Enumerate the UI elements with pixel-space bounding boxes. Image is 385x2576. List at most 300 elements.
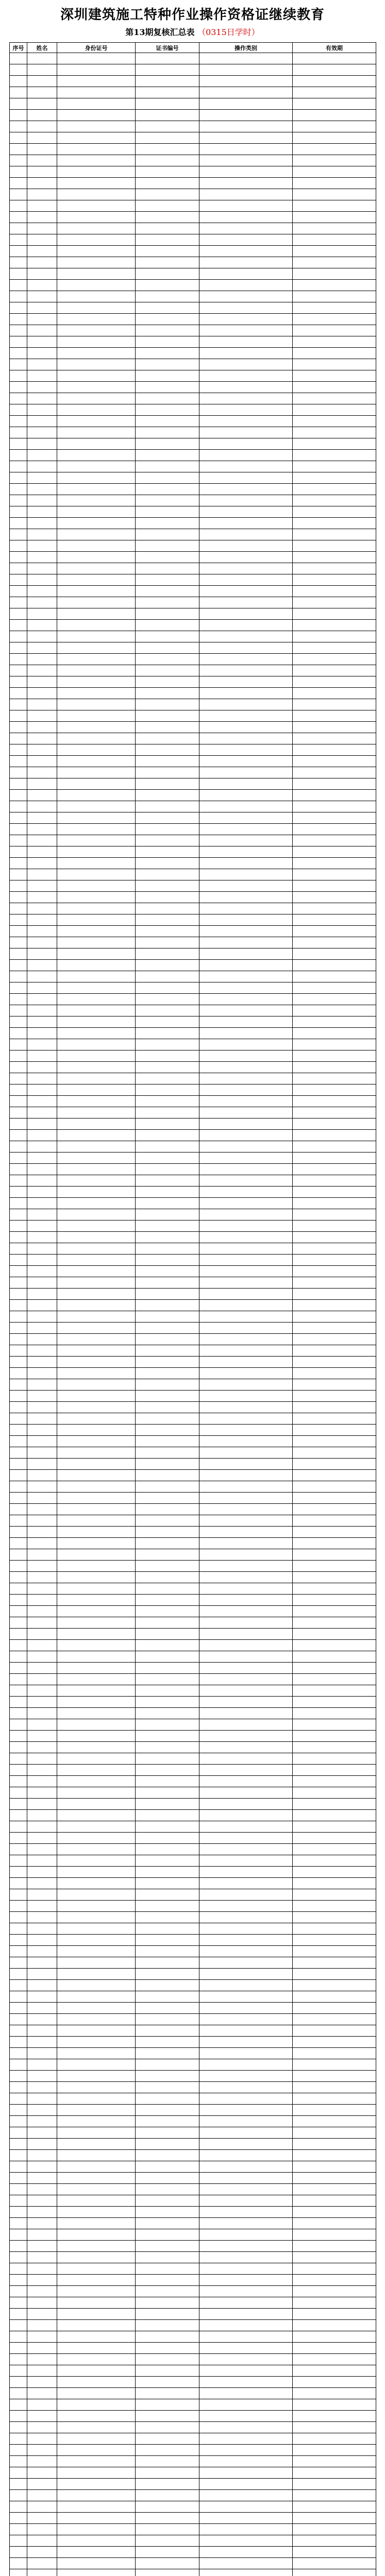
table-cell <box>293 87 376 98</box>
table-cell <box>136 2184 199 2195</box>
table-cell <box>27 2048 57 2059</box>
table-cell <box>27 1651 57 1663</box>
table-cell <box>136 314 199 325</box>
table-cell <box>57 2569 136 2576</box>
table-cell <box>27 2161 57 2173</box>
table-cell <box>27 234 57 246</box>
table-cell <box>27 1028 57 1039</box>
table-cell <box>199 1255 293 1266</box>
table-cell <box>10 1379 27 1391</box>
table-cell <box>199 76 293 87</box>
table-cell <box>10 1107 27 1118</box>
table-row <box>10 1413 376 1425</box>
table-cell <box>57 1096 136 1107</box>
table-cell <box>27 484 57 495</box>
document-title: 深圳建筑施工特种作业操作资格证继续教育 <box>60 7 325 23</box>
table-row <box>10 2524 376 2535</box>
table-row <box>10 2127 376 2139</box>
table-cell <box>27 1459 57 1470</box>
table-cell <box>136 574 199 586</box>
table-cell <box>136 1606 199 1617</box>
table-row <box>10 1889 376 1901</box>
table-cell <box>27 926 57 937</box>
table-cell <box>199 506 293 518</box>
table-row <box>10 87 376 98</box>
table-cell <box>136 1447 199 1459</box>
table-cell <box>27 608 57 620</box>
table-row <box>10 1731 376 1742</box>
table-cell <box>27 778 57 790</box>
table-cell <box>293 2354 376 2365</box>
table-cell <box>293 858 376 869</box>
table-cell <box>27 1821 57 1833</box>
table-cell <box>27 1527 57 1538</box>
table-cell <box>199 574 293 586</box>
table-cell <box>10 2139 27 2150</box>
table-cell <box>27 1855 57 1867</box>
table-cell <box>293 2433 376 2445</box>
table-cell <box>10 2501 27 2513</box>
table-cell <box>136 1923 199 1935</box>
table-row <box>10 518 376 529</box>
table-cell <box>10 404 27 416</box>
table-cell <box>136 1946 199 1957</box>
table-row <box>10 1583 376 1595</box>
table-row <box>10 926 376 937</box>
table-row <box>10 416 376 427</box>
table-cell <box>136 110 199 121</box>
table-cell <box>27 1799 57 1810</box>
table-cell <box>10 2433 27 2445</box>
table-cell <box>10 2411 27 2422</box>
table-cell <box>57 212 136 223</box>
table-cell <box>293 1719 376 1731</box>
table-cell <box>27 1153 57 1164</box>
table-cell <box>136 2558 199 2569</box>
table-cell <box>293 268 376 280</box>
table-cell <box>27 257 57 268</box>
table-row <box>10 1016 376 1028</box>
table-cell <box>136 1311 199 1323</box>
table-cell <box>199 2127 293 2139</box>
table-cell <box>10 110 27 121</box>
table-cell <box>293 790 376 801</box>
table-cell <box>293 1833 376 1844</box>
table-cell <box>199 1685 293 1697</box>
table-cell <box>10 1889 27 1901</box>
table-cell <box>136 53 199 64</box>
table-cell <box>10 778 27 790</box>
table-cell <box>27 1708 57 1719</box>
table-cell <box>293 1504 376 1515</box>
table-cell <box>10 1221 27 1232</box>
table-cell <box>10 1493 27 1504</box>
table-cell <box>27 960 57 971</box>
table-row <box>10 1753 376 1765</box>
table-cell <box>199 1640 293 1651</box>
table-cell <box>199 2218 293 2229</box>
table-cell <box>10 654 27 665</box>
table-cell <box>57 824 136 835</box>
table-row <box>10 982 376 994</box>
table-cell <box>27 2071 57 2082</box>
table-cell <box>27 1742 57 1753</box>
table-cell <box>136 948 199 960</box>
table-cell <box>10 1073 27 1084</box>
table-cell <box>293 1039 376 1050</box>
table-cell <box>136 846 199 858</box>
table-cell <box>57 2059 136 2071</box>
table-cell <box>10 1765 27 1776</box>
table-cell <box>136 189 199 200</box>
table-cell <box>136 1651 199 1663</box>
table-cell <box>27 461 57 472</box>
table-cell <box>27 597 57 608</box>
table-cell <box>57 76 136 87</box>
table-cell <box>57 1118 136 1130</box>
table-cell <box>199 200 293 212</box>
table-cell <box>57 869 136 880</box>
table-cell <box>27 1266 57 1277</box>
table-cell <box>293 2399 376 2411</box>
table-cell <box>57 1141 136 1153</box>
table-cell <box>293 1107 376 1118</box>
table-cell <box>10 2569 27 2576</box>
table-cell <box>10 87 27 98</box>
table-cell <box>136 778 199 790</box>
table-cell <box>57 778 136 790</box>
table-cell <box>136 1663 199 1674</box>
table-cell <box>27 540 57 552</box>
table-cell <box>199 132 293 144</box>
table-row <box>10 1651 376 1663</box>
table-cell <box>57 1663 136 1674</box>
table-cell <box>199 314 293 325</box>
table-cell <box>199 1844 293 1855</box>
table-cell <box>27 2184 57 2195</box>
table-row <box>10 858 376 869</box>
table-row <box>10 903 376 914</box>
table-row <box>10 2490 376 2501</box>
table-cell <box>57 2343 136 2354</box>
table-cell <box>136 2354 199 2365</box>
table-cell <box>293 336 376 348</box>
table-cell <box>10 302 27 314</box>
table-cell <box>27 336 57 348</box>
table-cell <box>293 1232 376 1243</box>
table-cell <box>293 914 376 926</box>
table-cell <box>136 404 199 416</box>
table-cell <box>57 1935 136 1946</box>
table-cell <box>293 1651 376 1663</box>
table-cell <box>293 1402 376 1413</box>
table-cell <box>199 438 293 450</box>
table-cell <box>293 937 376 948</box>
table-cell <box>293 2127 376 2139</box>
table-cell <box>136 1459 199 1470</box>
table-cell <box>199 1595 293 1606</box>
table-cell <box>10 2354 27 2365</box>
table-cell <box>199 1039 293 1050</box>
table-row <box>10 1028 376 1039</box>
table-cell <box>27 144 57 155</box>
table-cell <box>199 1878 293 1889</box>
table-row <box>10 1561 376 1572</box>
table-cell <box>57 2048 136 2059</box>
table-cell <box>57 1368 136 1379</box>
table-cell <box>199 801 293 812</box>
table-cell <box>10 2093 27 2105</box>
table-cell <box>27 2456 57 2467</box>
table-cell <box>293 2524 376 2535</box>
table-cell <box>293 1357 376 1368</box>
table-cell <box>27 2524 57 2535</box>
table-row <box>10 1345 376 1357</box>
table-cell <box>293 2513 376 2524</box>
table-row <box>10 790 376 801</box>
table-cell <box>136 1255 199 1266</box>
table-cell <box>199 2320 293 2331</box>
table-cell <box>27 1300 57 1311</box>
table-cell <box>27 2422 57 2433</box>
table-cell <box>199 2275 293 2286</box>
table-cell <box>57 654 136 665</box>
table-cell <box>27 1595 57 1606</box>
table-cell <box>293 1175 376 1187</box>
table-cell <box>10 1039 27 1050</box>
table-cell <box>136 2309 199 2320</box>
table-row <box>10 268 376 280</box>
table-cell <box>293 2195 376 2207</box>
table-cell <box>57 2263 136 2275</box>
table-cell <box>136 2093 199 2105</box>
table-cell <box>57 982 136 994</box>
table-row <box>10 767 376 778</box>
table-cell <box>10 121 27 132</box>
table-row <box>10 336 376 348</box>
table-cell <box>293 1606 376 1617</box>
table-cell <box>57 291 136 302</box>
table-cell <box>199 710 293 722</box>
table-row <box>10 2422 376 2433</box>
table-cell <box>57 2422 136 2433</box>
table-cell <box>10 2229 27 2241</box>
table-cell <box>10 1232 27 1243</box>
table-cell <box>10 960 27 971</box>
table-cell <box>136 2014 199 2025</box>
table-cell <box>136 2218 199 2229</box>
table-row <box>10 710 376 722</box>
table-row <box>10 1640 376 1651</box>
table-cell <box>199 880 293 892</box>
table-cell <box>10 1118 27 1130</box>
table-cell <box>293 801 376 812</box>
table-cell <box>10 1731 27 1742</box>
table-cell <box>199 268 293 280</box>
table-row <box>10 1957 376 1969</box>
table-cell <box>57 53 136 64</box>
table-cell <box>199 2377 293 2388</box>
table-cell <box>10 2535 27 2547</box>
table-cell <box>199 2535 293 2547</box>
table-cell <box>199 778 293 790</box>
table-cell <box>199 1787 293 1799</box>
table-cell <box>136 348 199 359</box>
table-cell <box>293 2365 376 2377</box>
table-cell <box>199 1357 293 1368</box>
table-cell <box>57 1073 136 1084</box>
table-cell <box>27 1107 57 1118</box>
table-cell <box>199 1300 293 1311</box>
table-cell <box>27 87 57 98</box>
table-cell <box>293 438 376 450</box>
table-cell <box>57 1481 136 1493</box>
table-cell <box>10 495 27 506</box>
table-cell <box>199 1470 293 1481</box>
table-cell <box>57 1062 136 1073</box>
table-cell <box>293 971 376 982</box>
table-cell <box>293 144 376 155</box>
table-cell <box>27 1084 57 1096</box>
table-cell <box>57 597 136 608</box>
table-cell <box>57 631 136 642</box>
table-cell <box>10 2241 27 2252</box>
table-cell <box>10 1867 27 1878</box>
table-cell <box>27 869 57 880</box>
table-cell <box>199 518 293 529</box>
table-cell <box>293 2411 376 2422</box>
table-cell <box>10 1153 27 1164</box>
table-cell <box>199 1742 293 1753</box>
table-row <box>10 1311 376 1323</box>
table-cell <box>10 914 27 926</box>
table-cell <box>293 1289 376 1300</box>
table-row <box>10 1912 376 1923</box>
table-cell <box>136 2173 199 2184</box>
table-cell <box>136 1799 199 1810</box>
table-cell <box>57 2535 136 2547</box>
table-cell <box>10 699 27 710</box>
table-row <box>10 348 376 359</box>
table-cell <box>199 427 293 438</box>
table-cell <box>10 835 27 846</box>
table-cell <box>293 427 376 438</box>
table-cell <box>10 64 27 76</box>
table-cell <box>27 552 57 563</box>
table-cell <box>199 1311 293 1323</box>
table-cell <box>293 1538 376 1549</box>
table-cell <box>57 2445 136 2456</box>
table-cell <box>293 2377 376 2388</box>
table-cell <box>10 937 27 948</box>
table-cell <box>27 824 57 835</box>
table-cell <box>27 404 57 416</box>
table-row <box>10 2241 376 2252</box>
table-cell <box>27 2003 57 2014</box>
table-cell <box>27 710 57 722</box>
table-cell <box>136 1538 199 1549</box>
table-cell <box>57 518 136 529</box>
table-cell <box>27 1889 57 1901</box>
table-cell <box>293 2467 376 2479</box>
table-cell <box>10 1436 27 1447</box>
table-cell <box>199 529 293 540</box>
table-cell <box>199 302 293 314</box>
table-row <box>10 2309 376 2320</box>
table-cell <box>10 1198 27 1209</box>
table-cell <box>27 2320 57 2331</box>
table-cell <box>27 121 57 132</box>
table-cell <box>136 2501 199 2513</box>
table-row <box>10 1357 376 1368</box>
table-cell <box>293 563 376 574</box>
table-cell <box>136 1844 199 1855</box>
table-cell <box>199 744 293 756</box>
table-cell <box>136 1470 199 1481</box>
table-row <box>10 438 376 450</box>
table-cell <box>136 835 199 846</box>
table-cell <box>136 2535 199 2547</box>
table-cell <box>57 1912 136 1923</box>
table-row <box>10 144 376 155</box>
table-cell <box>293 880 376 892</box>
table-cell <box>10 1527 27 1538</box>
table-cell <box>199 676 293 688</box>
table-cell <box>199 1016 293 1028</box>
table-cell <box>136 676 199 688</box>
table-cell <box>27 620 57 631</box>
table-row <box>10 1946 376 1957</box>
table-row <box>10 280 376 291</box>
table-cell <box>199 382 293 393</box>
table-cell <box>293 1617 376 1629</box>
table-cell <box>57 1561 136 1572</box>
table-cell <box>57 733 136 744</box>
table-cell <box>57 370 136 382</box>
table-cell <box>27 2535 57 2547</box>
table-row <box>10 2161 376 2173</box>
table-cell <box>136 1776 199 1787</box>
table-cell <box>199 2354 293 2365</box>
table-row <box>10 948 376 960</box>
table-cell <box>293 1549 376 1561</box>
table-cell <box>293 540 376 552</box>
table-row <box>10 1685 376 1697</box>
table-cell <box>136 586 199 597</box>
table-cell <box>10 1685 27 1697</box>
table-row <box>10 200 376 212</box>
table-cell <box>27 767 57 778</box>
table-cell <box>199 733 293 744</box>
table-row <box>10 880 376 892</box>
table-cell <box>10 348 27 359</box>
table-cell <box>293 529 376 540</box>
table-cell <box>136 144 199 155</box>
table-cell <box>293 926 376 937</box>
table-cell <box>27 688 57 699</box>
table-row <box>10 744 376 756</box>
table-cell <box>293 1221 376 1232</box>
table-cell <box>57 166 136 178</box>
table-cell <box>293 1674 376 1685</box>
table-cell <box>27 790 57 801</box>
table-row <box>10 1719 376 1731</box>
table-cell <box>136 1062 199 1073</box>
table-cell <box>199 948 293 960</box>
table-cell <box>27 2309 57 2320</box>
table-cell <box>293 1459 376 1470</box>
table-row <box>10 2037 376 2048</box>
